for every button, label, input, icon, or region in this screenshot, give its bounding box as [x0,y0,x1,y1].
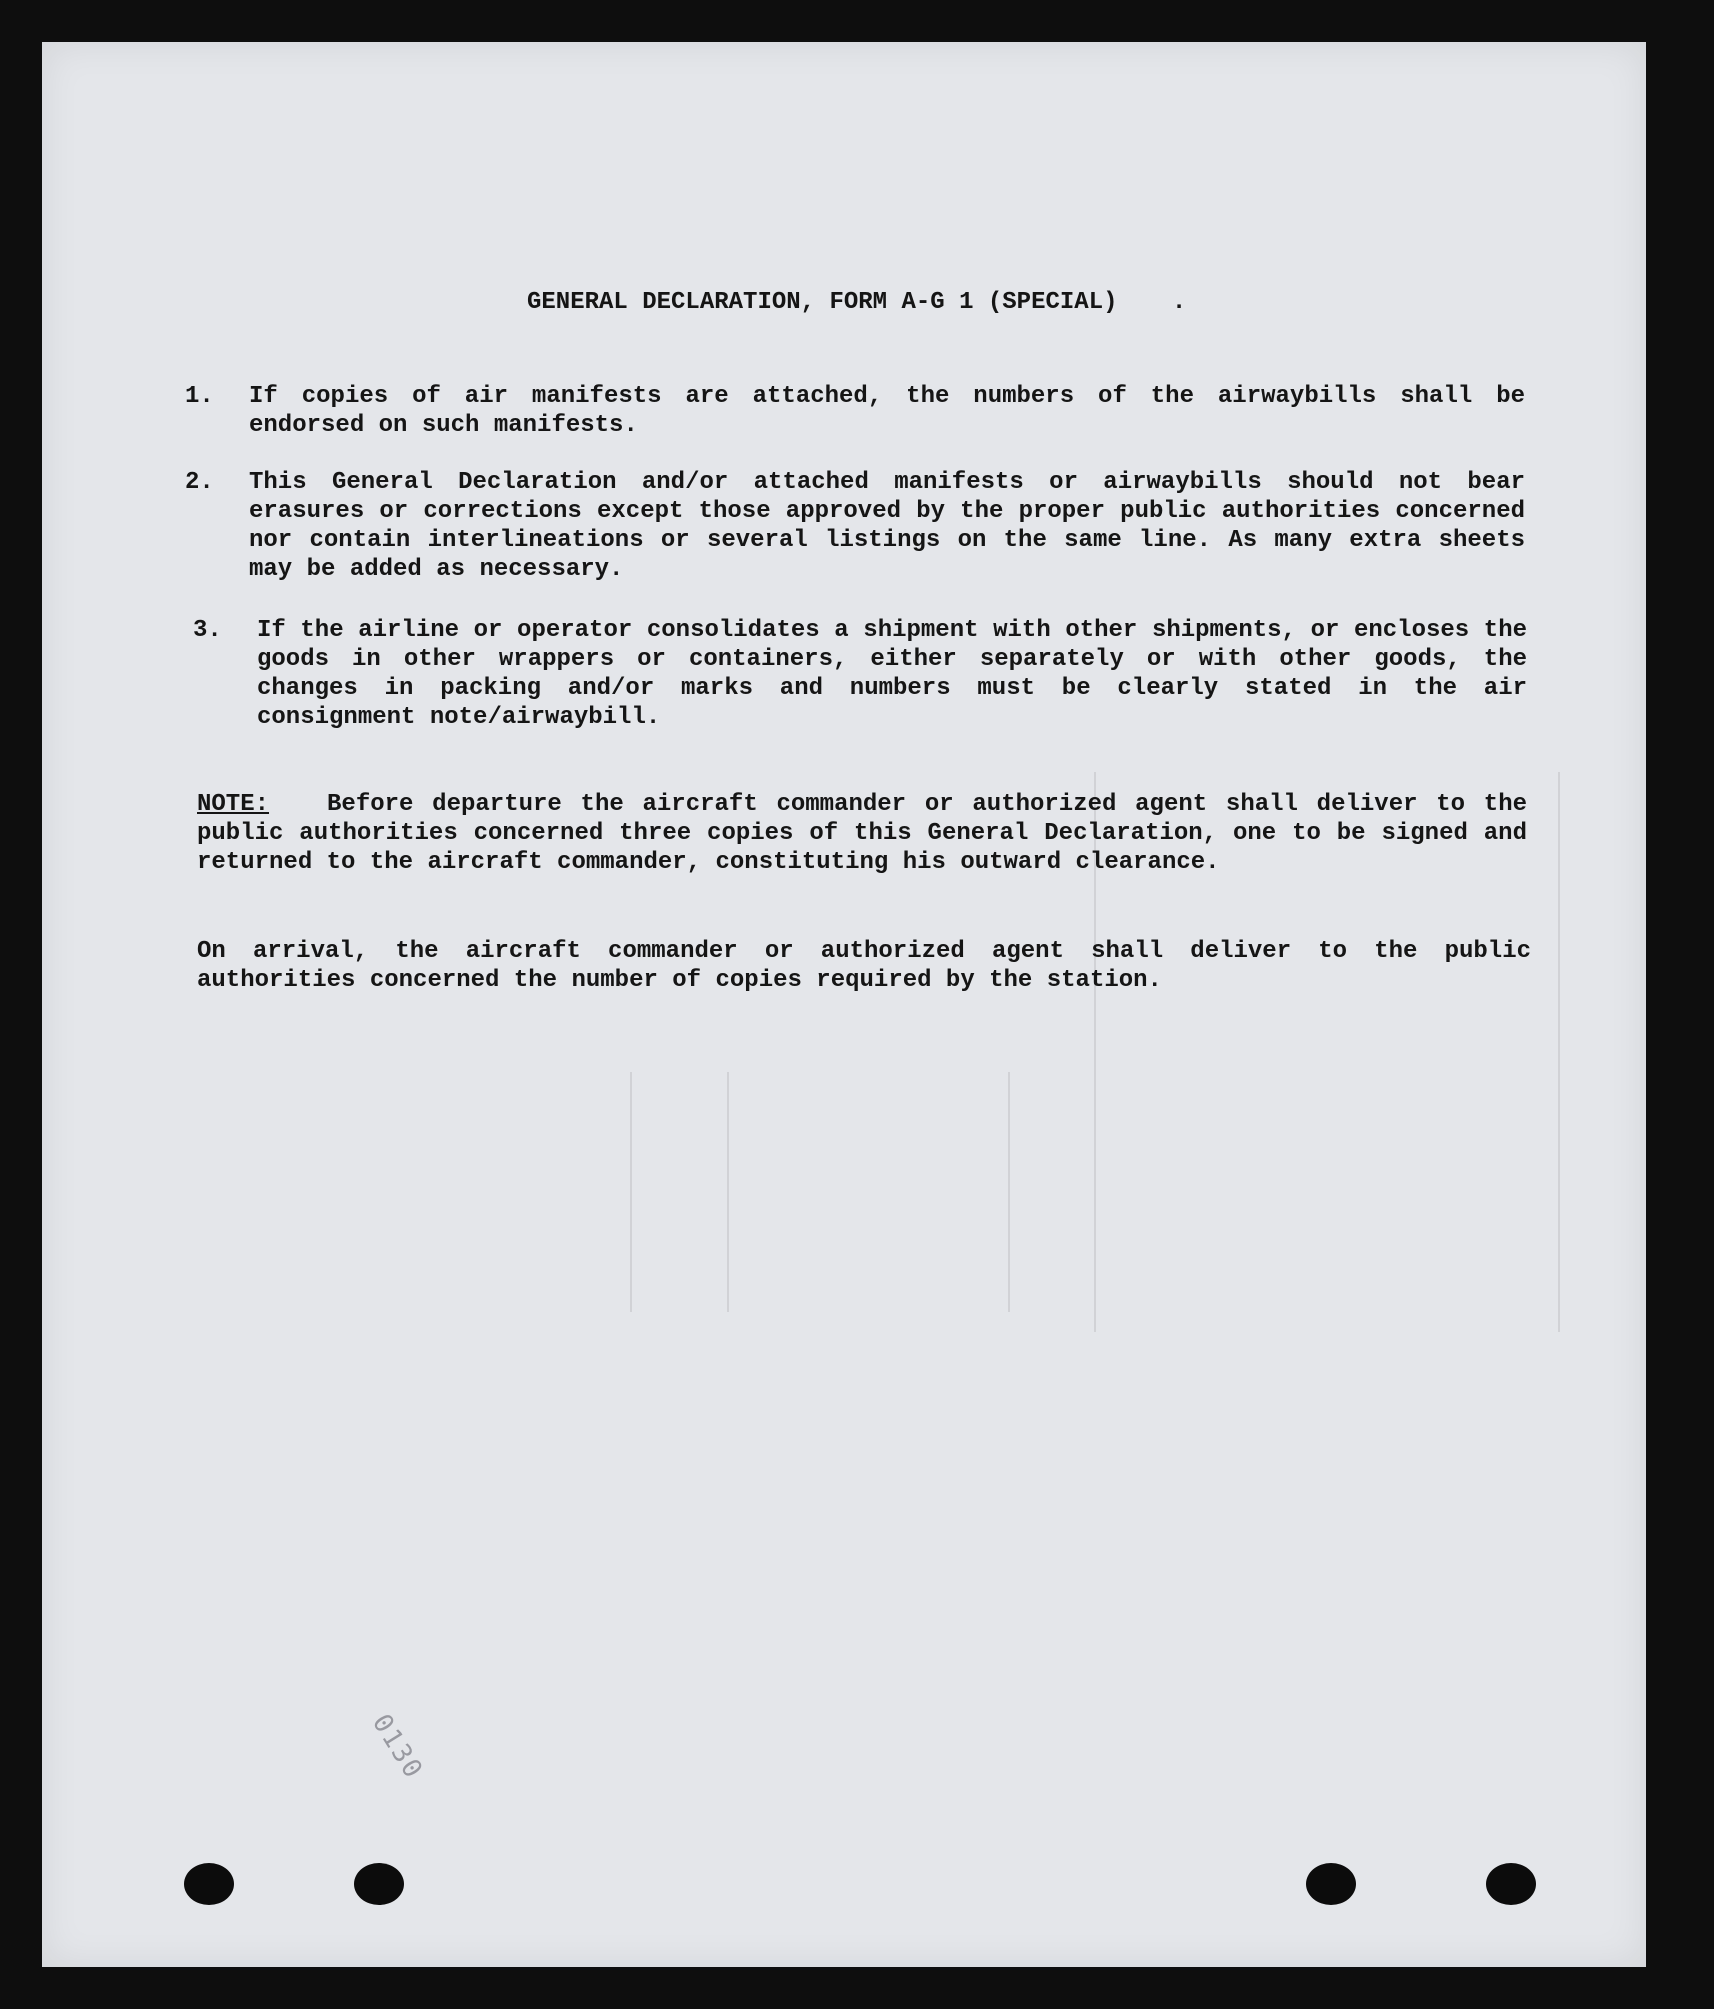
instruction-item-1 [185,382,1525,440]
item-number: 1. [185,383,214,410]
punch-hole-left-1 [184,1863,234,1905]
bleed-through-line [1558,772,1560,1332]
ink-stamp: 0130 [365,1709,429,1785]
note-paragraph [197,790,1527,877]
item-number: 2. [185,469,214,496]
punch-hole-right-1 [1306,1863,1356,1905]
bleed-through-line [727,1072,729,1312]
item-text: This General Declaration and/or attached manifests or airwaybills should not bear erasures or corrections except those approved by the proper public authorities concerned nor contain interlineations or several listings on the same line. As many extra sheets may be added as necessary. [249,469,1525,583]
arrival-paragraph: On arrival, the aircraft commander or authorized agent shall deliver to the public authorities concerned the number of copies required by the station. [197,938,1531,994]
title-text: GENERAL DECLARATION, FORM A-G 1 (SPECIAL) [527,289,1118,316]
bleed-through-line [630,1072,632,1312]
item-text: If the airline or operator consolidates a shipment with other shipments, or encloses the goods in other wrappers or containers, either separately or with other goods, the changes in packing and/or marks and numbers must be clearly stated in the air consignment note/airwaybill. [257,617,1527,731]
document-title [527,288,1186,317]
instruction-item-3 [193,616,1527,732]
punch-hole-right-2 [1486,1863,1536,1905]
document-page [42,42,1646,1967]
bleed-through-line [1008,1072,1010,1312]
note-label: NOTE: [197,791,270,818]
item-text: If copies of air manifests are attached, the numbers of the airwaybills shall be endorsed on such manifests. [249,383,1525,439]
item-number: 3. [193,617,222,644]
punch-hole-left-2 [354,1863,404,1905]
title-mark: . [1171,289,1187,316]
note-text: Before departure the aircraft commander or authorized agent shall deliver to the public authorities concerned three copies of this General Declaration, one to be signed and returned to the aircraft commander, constituting his outward clearance. [197,791,1527,876]
instruction-item-2 [185,468,1525,584]
